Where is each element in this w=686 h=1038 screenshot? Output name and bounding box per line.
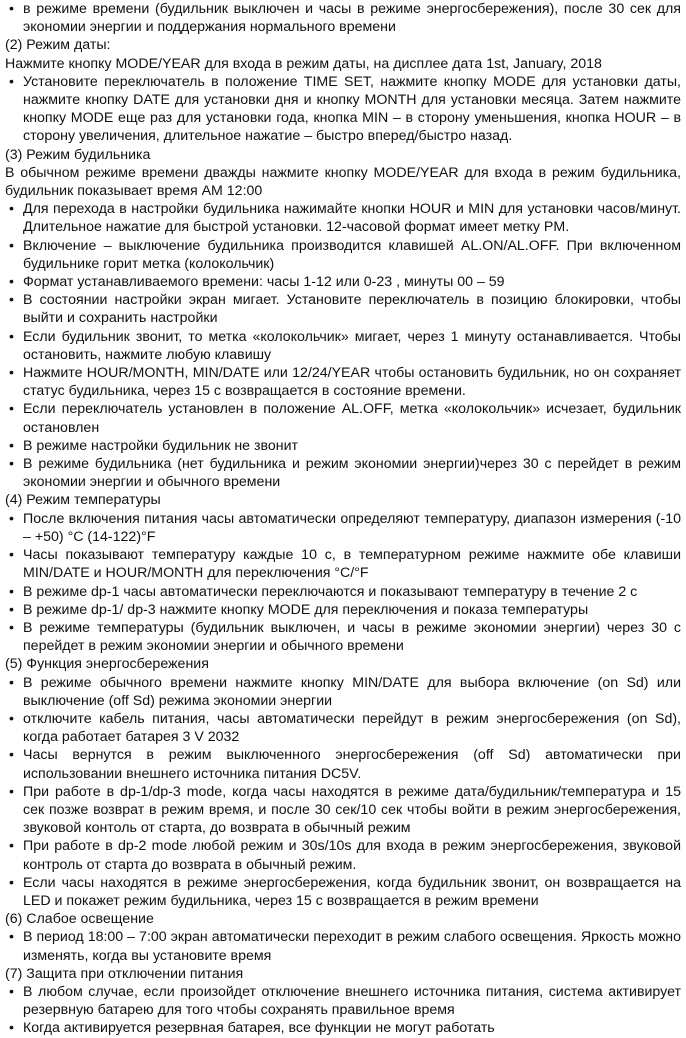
bullet-item: • В любом случае, если произойдет отключение внешнего источника питания, система активирует резервную батарею для того чтобы сохранять правильное время (5, 983, 681, 1019)
bullet-item: • Включение – выключение будильника производится клавишей AL.ON/AL.OFF. При включенном будильнике горит метка (колокольчик) (5, 237, 681, 273)
bullet-item: • После включения питания часы автоматически определяют температуру, диапазон измерения (-10 – +50) °C (14-122)°F (5, 510, 681, 546)
bullet-item: • Если часы находятся в режиме энергосбережения, когда будильник звонит, он возвращается на LED и покажет режим будильника, через 15 с возвращается в режим времени (5, 874, 681, 910)
section-heading: (4) Режим температуры (5, 492, 161, 509)
section-heading: (7) Защита при отключении питания (5, 965, 244, 982)
bullet-item: • В режиме обычного времени нажмите кнопку MIN/DATE для выбора включение (on Sd) или выключение (off Sd) режима экономии энергии (5, 674, 681, 710)
bullet-item: • В режиме будильника (нет будильника и режим экономии энергии)через 30 с перейдет в режим экономии энергии и обычного времени (5, 455, 681, 491)
bullet-item: • Установите переключатель в положение TIME SET, нажмите кнопку MODE для установки даты, нажмите кнопку DATE для установки дня и кнопку MONTH для установки месяца. Затем нажмите кнопку MODE еще раз для установки года, кнопка MIN – в сторону уменьшения, кнопка HOUR – в сторону увеличения, длительное нажатие – быстро вперед/быстро назад. (5, 73, 681, 146)
section-heading: (6) Слабое освещение (5, 911, 154, 928)
bullet-item: • Формат устанавливаемого времени: часы 1-12 или 0-23 , минуты 00 – 59 (5, 273, 681, 291)
bullet-item: • Часы показывают температуру каждые 10 с, в температурном режиме нажмите обе клавиши MIN/DATE и HOUR/MONTH для переключения °C/°F (5, 546, 681, 582)
section-heading: (3) Режим будильника (5, 146, 151, 163)
bullet-item: • Если будильник звонит, то метка «колокольчик» мигает, через 1 минуту останавливается. Чтобы остановить, нажмите любую клавишу (5, 328, 681, 364)
bullet-item: • в режиме времени (будильник выключен и часы в режиме энергосбережения), после 30 сек для экономии энергии и поддержания нормального времени (5, 0, 681, 36)
bullet-item: • При работе в dp-2 mode любой режим и 30s/10s для входа в режим энергосбережения, звуковой контроль от старта до возврата в обычный режим. (5, 837, 681, 873)
bullet-item: • отключите кабель питания, часы автоматически перейдут в режим энергосбережения (on Sd), когда работает батарея 3 V 2032 (5, 710, 681, 746)
bullet-item: • При работе в dp-1/dp-3 mode, когда часы находятся в режиме дата/будильник/температура и 15 сек позже возврат в режим время, и после 30 сек/10 сек чтобы войти в режим энергосбережения, звуковой контоль от старта, до возврата в обычный режим (5, 783, 681, 838)
bullet-item: • В режиме dp-1 часы автоматически переключаются и показывают температуру в течение 2 с (5, 583, 681, 601)
bullet-item: • В состоянии настройки экран мигает. Установите переключатель в позицию блокировки, чтобы выйти и сохранить настройки (5, 291, 681, 327)
bullet-item: • В режиме температуры (будильник выключен, и часы в режиме экономии энергии) через 30 с перейдет в режим экономии энергии и обычного времени (5, 619, 681, 655)
bullet-item: • Часы вернутся в режим выключенного энергосбережения (off Sd) автоматически при использовании внешнего источника питания DC5V. (5, 746, 681, 782)
section-heading: (5) Функция энергосбережения (5, 656, 209, 673)
bullet-item: • Когда активируется резервная батарея, все функции не могут работать (5, 1019, 681, 1037)
paragraph: В обычном режиме времени дважды нажмите кнопку MODE/YEAR для входа в режим будильника, будильник показывает время AM 12:00 (5, 164, 681, 200)
bullet-item: • В режиме настройки будильник не звонит (5, 437, 681, 455)
bullet-item: • В период 18:00 – 7:00 экран автоматически переходит в режим слабого освещения. Яркость можно изменять, когда вы установите время (5, 928, 681, 964)
section-heading: (2) Режим даты: (5, 37, 111, 54)
bullet-item: • Для перехода в настройки будильника нажимайте кнопки HOUR и MIN для установки часов/минут. Длительное нажатие для быстрой установки. 12-часовой формат имеет метку PM. (5, 200, 681, 236)
paragraph: Нажмите кнопку MODE/YEAR для входа в режим даты, на дисплее дата 1st, January, 2018 (5, 55, 602, 72)
bullet-item: • Если переключатель установлен в положение AL.OFF, метка «колокольчик» исчезает, будильник остановлен (5, 400, 681, 436)
bullet-item: • В режиме dp-1/ dp-3 нажмите кнопку MODE для переключения и показа температуры (5, 601, 681, 619)
bullet-item: • Нажмите HOUR/MONTH, MIN/DATE или 12/24/YEAR чтобы остановить будильник, но он сохраняет статус будильника, через 15 с возвращается в состояние времени. (5, 364, 681, 400)
